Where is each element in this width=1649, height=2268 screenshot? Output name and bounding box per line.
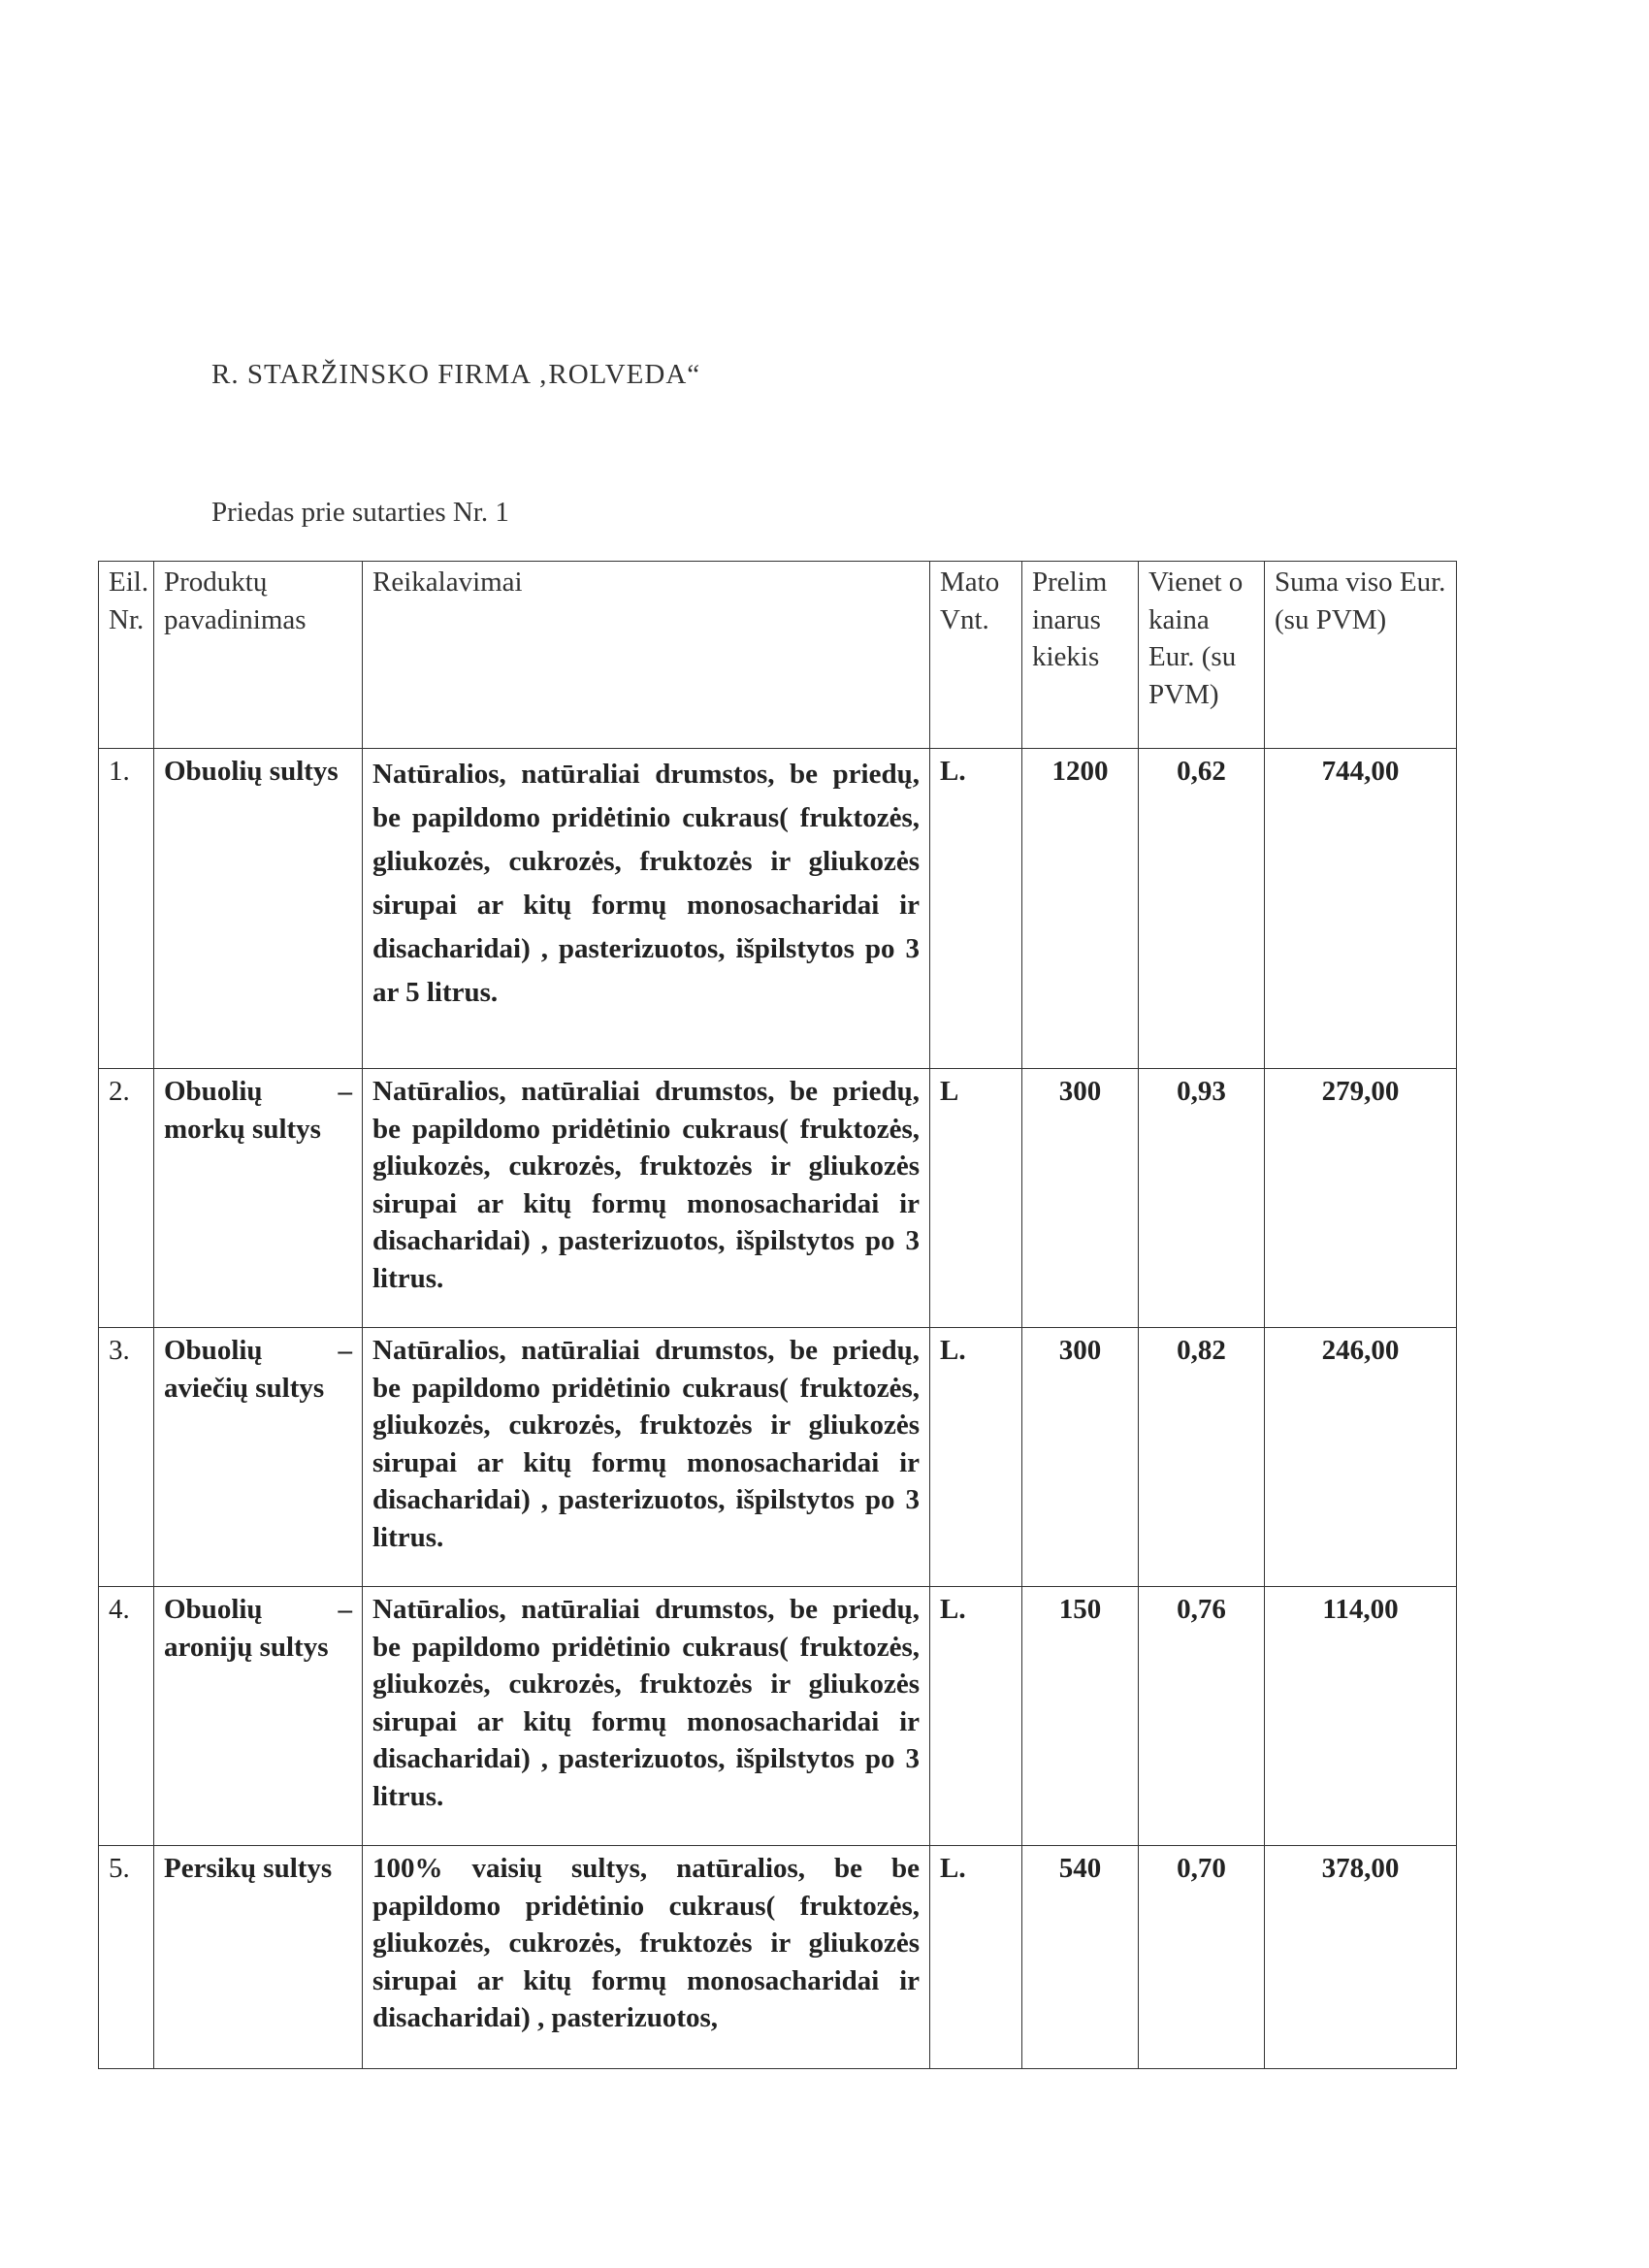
unit-price-cell: 0,93 [1139, 1069, 1265, 1328]
requirements-text: 100% vaisių sultys, natūralios, be be papildomo pridėtinio cukraus( fruktozės, gliukozės, cukrozės, fruktozės ir gliukozės sirupai ar kitų formų monosacharidai ir disacharidai) , pasterizuotos, [363, 1846, 930, 2069]
table-row [99, 1587, 1457, 1846]
header-quantity: Prelim inarus kiekis [1022, 562, 1139, 749]
firm-name: R. STARŽINSKO FIRMA ‚ROLVEDA“ [211, 359, 701, 390]
header-no: Eil. Nr. [99, 562, 154, 749]
requirements-text: Natūralios, natūraliai drumstos, be priedų, be papildomo pridėtinio cukraus( fruktozės, gliukozės, cukrozės, fruktozės ir gliukozės sirupai ar kitų formų monosacharidai ir disacharidai) , pasterizuotos, išpilstytos po 3 litrus. [363, 1328, 930, 1587]
table-row [99, 1846, 1457, 2069]
sum-cell: 114,00 [1265, 1587, 1457, 1846]
sum-cell: 246,00 [1265, 1328, 1457, 1587]
sum-cell: 378,00 [1265, 1846, 1457, 2069]
requirements-text: Natūralios, natūraliai drumstos, be priedų, be papildomo pridėtinio cukraus( fruktozės, gliukozės, cukrozės, fruktozės ir gliukozės sirupai ar kitų formų monosacharidai ir disacharidai) , pasterizuotos, išpilstytos po 3 litrus. [363, 1069, 930, 1328]
header-unit-price: Vienet o kaina Eur. (su PVM) [1139, 562, 1265, 749]
unit-price-cell: 0,76 [1139, 1587, 1265, 1846]
annex-title: Priedas prie sutarties Nr. 1 [211, 497, 509, 528]
product-name: Obuolių – aviečių sultys [154, 1328, 363, 1587]
header-unit: Mato Vnt. [930, 562, 1022, 749]
table-row [99, 749, 1457, 1069]
header-name: Produktų pavadinimas [154, 562, 363, 749]
unit-price-cell: 0,62 [1139, 749, 1265, 1069]
row-number: 1. [99, 749, 154, 1069]
row-number: 3. [99, 1328, 154, 1587]
product-name: Obuolių – morkų sultys [154, 1069, 363, 1328]
unit-cell: L. [930, 1587, 1022, 1846]
unit-price-cell: 0,70 [1139, 1846, 1265, 2069]
requirements-text: Natūralios, natūraliai drumstos, be priedų, be papildomo pridėtinio cukraus( fruktozės, gliukozės, cukrozės, fruktozės ir gliukozės sirupai ar kitų formų monosacharidai ir disacharidai) , pasterizuotos, išpilstytos po 3 litrus. [363, 1587, 930, 1846]
row-number: 2. [99, 1069, 154, 1328]
row-number: 4. [99, 1587, 154, 1846]
table-header-row [99, 562, 1457, 749]
header-sum: Suma viso Eur. (su PVM) [1265, 562, 1457, 749]
unit-cell: L. [930, 749, 1022, 1069]
sum-cell: 744,00 [1265, 749, 1457, 1069]
table-row [99, 1069, 1457, 1328]
quantity-cell: 300 [1022, 1069, 1139, 1328]
sum-cell: 279,00 [1265, 1069, 1457, 1328]
unit-price-cell: 0,82 [1139, 1328, 1265, 1587]
quantity-cell: 300 [1022, 1328, 1139, 1587]
unit-cell: L [930, 1069, 1022, 1328]
table-row [99, 1328, 1457, 1587]
product-name: Obuolių sultys [154, 749, 363, 1069]
product-name: Obuolių – aronijų sultys [154, 1587, 363, 1846]
product-table [98, 561, 1457, 2069]
quantity-cell: 540 [1022, 1846, 1139, 2069]
quantity-cell: 150 [1022, 1587, 1139, 1846]
requirements-text: Natūralios, natūraliai drumstos, be priedų, be papildomo pridėtinio cukraus( fruktozės, gliukozės, cukrozės, fruktozės ir gliukozės sirupai ar kitų formų monosacharidai ir disacharidai) , pasterizuotos, išpilstytos po 3 ar 5 litrus. [363, 749, 930, 1069]
header-requirements: Reikalavimai [363, 562, 930, 749]
row-number: 5. [99, 1846, 154, 2069]
unit-cell: L. [930, 1846, 1022, 2069]
product-name: Persikų sultys [154, 1846, 363, 2069]
unit-cell: L. [930, 1328, 1022, 1587]
quantity-cell: 1200 [1022, 749, 1139, 1069]
